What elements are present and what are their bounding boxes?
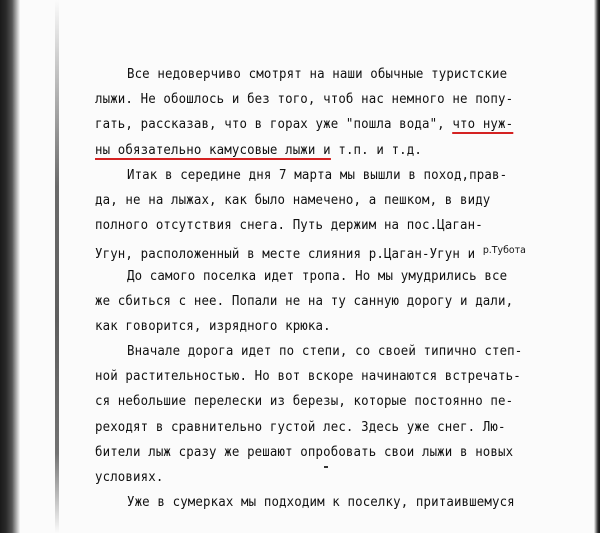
text-line-content: условиях. bbox=[95, 470, 164, 485]
typewritten-text-body bbox=[95, 62, 537, 515]
scan-left-edge bbox=[0, 0, 20, 533]
text-line bbox=[95, 163, 537, 188]
text-line-content: лыжи. Не обошлось и без того, чтоб нас немного не попу- bbox=[95, 92, 514, 108]
text-line bbox=[95, 87, 537, 112]
scan-binding-shadow bbox=[55, 0, 59, 533]
text-line-content: бители лыж сразу же решают опробовать свои лыжи в новых bbox=[95, 444, 514, 460]
text-line bbox=[95, 289, 537, 314]
text-line-content: как говорится, изрядного крюка. bbox=[95, 318, 331, 334]
text-line-content: да, не на лыжах, как было намечено, а пешком, в виду bbox=[95, 192, 491, 208]
text-line bbox=[95, 389, 537, 414]
text-line-content: ся небольшие перелески из березы, которые постоянно пе- bbox=[95, 394, 514, 410]
text-line-content: полного отсутствия снега. Путь держим на пос.Цаган- bbox=[95, 218, 483, 234]
text-line bbox=[95, 339, 537, 364]
text-line bbox=[95, 62, 537, 87]
text-line-content: До самого поселка идет тропа. Но мы умудрились все bbox=[126, 268, 508, 284]
text-line-content: Уже в сумерках мы подходим к поселку, притаившемуся bbox=[126, 495, 515, 511]
text-line bbox=[95, 238, 537, 263]
text-line bbox=[95, 138, 537, 163]
ink-speck bbox=[324, 466, 328, 468]
red-underlined-text: ны обязательно камусовые лыжи и bbox=[95, 142, 331, 158]
red-underlined-text: что нуж- bbox=[452, 117, 514, 133]
text-line bbox=[95, 415, 537, 440]
text-line bbox=[95, 314, 537, 339]
text-line bbox=[95, 213, 537, 238]
text-line-content: Вначале дорога идет по степи, со своей типично степ- bbox=[126, 344, 523, 360]
text-line bbox=[95, 364, 537, 389]
text-line-content: Итак в середине дня 7 марта мы вышли в поход,прав- bbox=[126, 167, 508, 183]
text-line-content: гать, рассказав, что в горах уже "пошла вода", bbox=[95, 117, 453, 133]
text-line bbox=[95, 264, 537, 289]
text-line-content: реходят в сравнительно густой лес. Здесь уже снег. Лю- bbox=[95, 419, 506, 435]
text-line bbox=[95, 465, 537, 490]
text-line-content: Угун, расположенный в месте слияния р.Цаган-Угун и bbox=[95, 247, 483, 263]
text-line-content: ной растительностью. Но вот вскоре начинаются встречать- bbox=[95, 369, 521, 385]
text-line bbox=[95, 112, 537, 137]
scan-right-edge bbox=[594, 0, 600, 533]
text-line-tail: т.п. и т.д. bbox=[330, 142, 422, 158]
text-line bbox=[95, 440, 537, 465]
text-line-content: же сбиться с нее. Попали не на ту санную дорогу и дали, bbox=[95, 293, 514, 309]
text-line bbox=[95, 490, 537, 515]
text-line-content: Все недоверчиво смотрят на наши обычные туристские bbox=[126, 67, 508, 82]
handwritten-superscript: р.Тубота bbox=[482, 245, 526, 257]
text-line bbox=[95, 188, 537, 213]
